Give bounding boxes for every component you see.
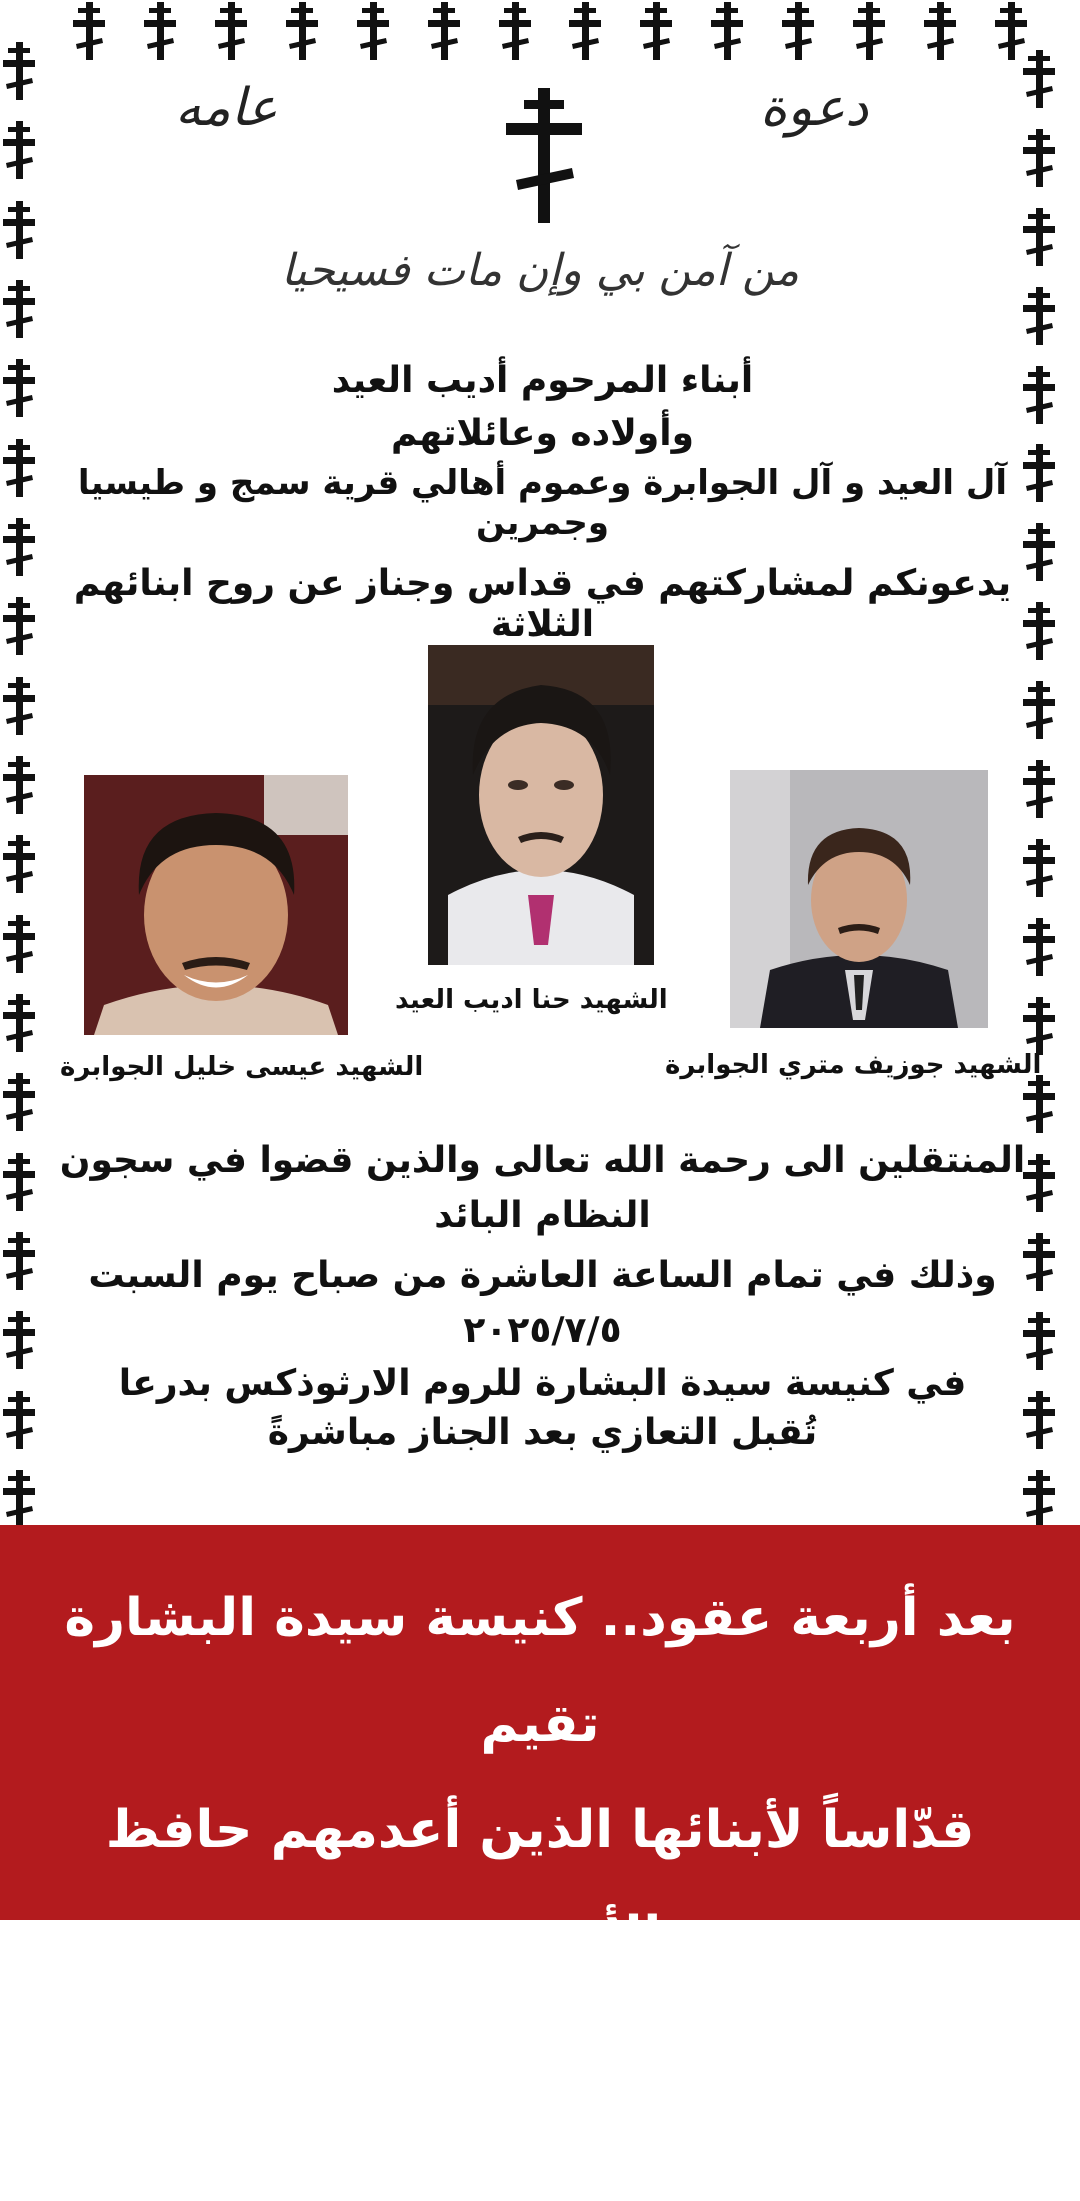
orthodox-cross-icon [212,0,250,62]
portrait-left [84,775,348,1035]
orthodox-cross-icon [0,1230,38,1292]
orthodox-cross-icon [1020,1468,1058,1530]
headline-line-1: بعد أربعة عقود.. كنيسة سيدة البشارة تقيم [64,1588,1016,1754]
orthodox-cross-icon [0,516,38,578]
orthodox-cross-icon [0,199,38,261]
portrait-center [428,645,654,965]
orthodox-cross-icon [1020,206,1058,268]
orthodox-cross-icon [1020,285,1058,347]
orthodox-cross-icon [0,40,38,102]
orthodox-cross-icon [1020,679,1058,741]
orthodox-cross-icon [1020,127,1058,189]
orthodox-cross-icon [1020,995,1058,1057]
caption-center: الشهيد حنا اديب العيد [395,985,668,1015]
orthodox-cross-icon [1020,837,1058,899]
orthodox-cross-icon [70,0,108,62]
orthodox-cross-icon [0,437,38,499]
body-line-2: النظام البائد [434,1195,651,1236]
headline-text [30,1565,1050,2201]
orthodox-cross-icon [637,0,675,62]
cross-border-right [1020,48,1080,1530]
caption-left: الشهيد عيسى خليل الجوابرة [60,1052,424,1082]
family-line-3: آل العيد و آل الجوابرة وعموم أهالي قرية سمج و طيسيا وجمرين [77,463,1008,543]
orthodox-cross-icon [0,1309,38,1371]
orthodox-cross-icon [1020,916,1058,978]
headline-line-2: قدّاساً لأبنائها الذين أعدمهم حافظ الأسد في [105,1800,975,1966]
orthodox-cross-icon [0,992,38,1054]
invitation-line: يدعونكم لمشاركتهم في قداس وجناز عن روح ابنائهم الثلاثة [73,563,1012,645]
orthodox-cross-icon [921,0,959,62]
orthodox-cross-icon [0,1151,38,1213]
orthodox-cross-icon [496,0,534,62]
header-left-word: عامه [175,78,278,138]
orthodox-cross-icon [708,0,746,62]
body-line-6: تُقبل التعازي بعد الجناز مباشرةً [267,1412,818,1453]
family-line-2: وأولاده وعائلاتهم [390,413,694,454]
body-line-5: في كنيسة سيدة البشارة للروم الارثوذكس بدرعا [118,1363,967,1404]
caption-right: الشهيد جوزيف متري الجوابرة [665,1050,1042,1080]
orthodox-cross-icon [0,1071,38,1133]
orthodox-cross-icon [1020,758,1058,820]
orthodox-cross-icon [850,0,888,62]
orthodox-cross-icon [0,1468,38,1530]
cross-border-left [0,40,60,1530]
orthodox-cross-icon [0,278,38,340]
scripture-verse: من آمن بي وإن مات فسيحيا [280,245,800,296]
orthodox-cross-icon [0,595,38,657]
headline-line-3: سجن تدمر بعد كشف زمان الوصل مصيرهم [111,2012,969,2178]
orthodox-cross-icon [0,675,38,737]
orthodox-cross-icon [354,0,392,62]
body-line-3: وذلك في تمام الساعة العاشرة من صباح يوم السبت [88,1255,997,1296]
orthodox-cross-icon [1020,1073,1058,1135]
orthodox-cross-icon [1020,48,1058,110]
header-right-word: دعوة [760,78,869,138]
orthodox-cross-icon [0,357,38,419]
orthodox-cross-icon [0,754,38,816]
portrait-right [730,770,988,1028]
orthodox-cross-icon [283,0,321,62]
orthodox-cross-icon [141,0,179,62]
orthodox-cross-icon [0,913,38,975]
orthodox-cross-icon [506,88,582,223]
orthodox-cross-icon [779,0,817,62]
orthodox-cross-icon [425,0,463,62]
cross-border-top [70,0,1030,70]
family-line-1: أبناء المرحوم أديب العيد [331,360,754,401]
orthodox-cross-icon [566,0,604,62]
headline-banner [0,1525,1080,2178]
orthodox-cross-icon [0,1389,38,1451]
orthodox-cross-icon [0,119,38,181]
orthodox-cross-icon [0,833,38,895]
event-date: ٢٠٢٥/٧/٥ [463,1310,622,1351]
body-line-1: المنتقلين الى رحمة الله تعالى والذين قضوا في سجون [59,1140,1026,1181]
